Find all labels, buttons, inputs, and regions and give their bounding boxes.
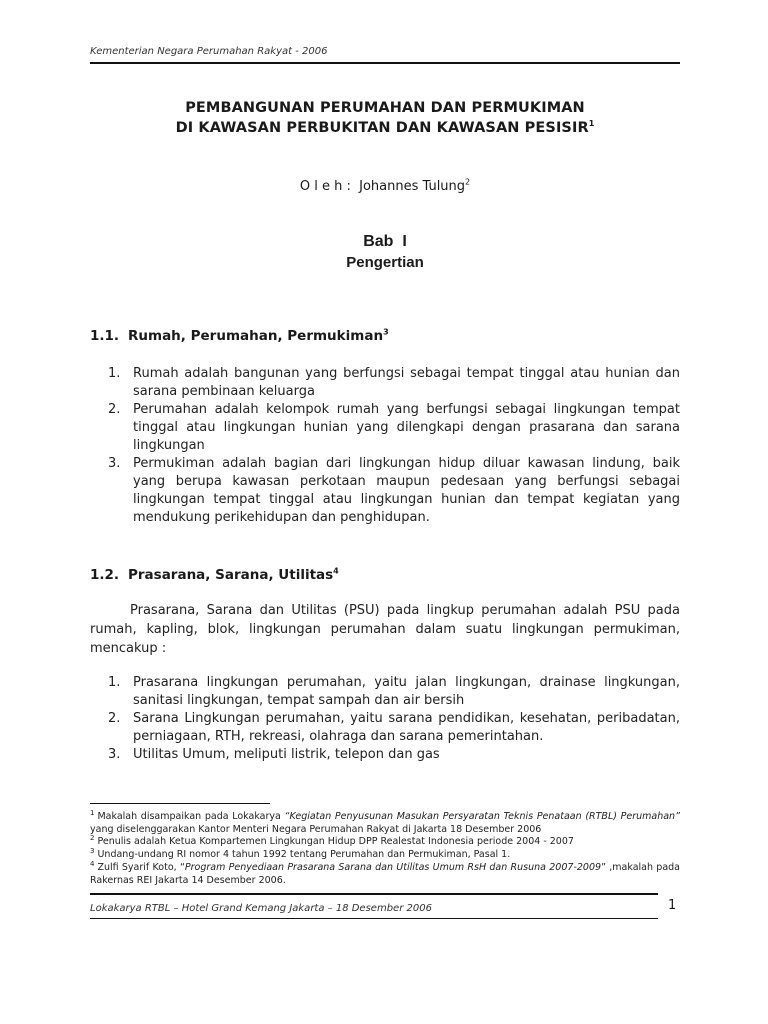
author-line: O l e h : Johannes Tulung$^2$ bbox=[299, 177, 471, 194]
section-heading-1-2 bbox=[90, 567, 339, 583]
section-number: 1.2. bbox=[90, 567, 120, 583]
section-number: 1.1. bbox=[90, 328, 120, 344]
section-title: Prasarana, Sarana, Utilitas bbox=[128, 567, 334, 583]
document-title-line2: DI KAWASAN PERBUKITAN DAN KAWASAN PESISIR$^1$ bbox=[175, 119, 595, 136]
footnote-2: $^2$ Penulis adalah Ketua Kompartemen Lingkungan Hidup DPP Realestat Indonesia periode 2004 - 2007 bbox=[90, 833, 574, 847]
document-title-line1: PEMBANGUNAN PERUMAHAN DAN PERMUKIMAN bbox=[185, 100, 585, 116]
footnote-1: $^1$ Makalah disampaikan pada Lokakarya “Kegiatan Penyusunan Masukan Persyaratan Teknis Penataan (RTBL) Perumahan” yang diselenggarakan Kantor Menteri Negara Perumahan Rakyat di Jakarta 18 Desember 2006 bbox=[90, 808, 680, 835]
list-item: 2. Perumahan adalah kelompok rumah yang berfungsi sebagai lingkungan tempat tinggal atau lingkungan hunian yang dilengkapi dengan prasarana dan sarana lingkungan bbox=[108, 402, 680, 453]
body-paragraph: Prasarana, Sarana dan Utilitas (PSU) pada lingkup perumahan adalah PSU pada rumah, kapling, blok, lingkungan perumahan dalam suatu lingkungan permukiman, mencakup : bbox=[90, 603, 680, 656]
section-heading-1-1 bbox=[90, 328, 389, 344]
section-title: Rumah, Perumahan, Permukiman bbox=[128, 328, 384, 344]
list-item: 1. Prasarana lingkungan perumahan, yaitu jalan lingkungan, drainase lingkungan, sanitasi lingkungan, tempat sampah dan air bersih bbox=[108, 675, 680, 708]
definition-list bbox=[108, 365, 680, 527]
header-rule bbox=[90, 62, 680, 64]
footnote-ref: 2 bbox=[465, 177, 471, 187]
footnote-ref: 1 bbox=[588, 119, 595, 129]
list-item: 3. Utilitas Umum, meliputi listrik, telepon dan gas bbox=[108, 747, 440, 762]
list-item: 3. Permukiman adalah bagian dari lingkungan hidup diluar kawasan lindung, baik yang berupa kawasan perkotaan maupun pedesaan yang berfungsi sebagai lingkungan tempat tinggal atau lingkungan hunian dan tempat kegiatan yang mendukung perikehidupan dan penghidupan. bbox=[108, 456, 680, 525]
list-item: 1. Rumah adalah bangunan yang berfungsi sebagai tempat tinggal atau hunian dan sarana pembinaan keluarga bbox=[108, 366, 680, 399]
footer-bottom-rule bbox=[90, 918, 658, 919]
chapter-title: Pengertian bbox=[346, 254, 424, 271]
footnote-ref: 3 bbox=[383, 327, 389, 337]
list-item: 2. Sarana Lingkungan perumahan, yaitu sarana pendidikan, kesehatan, peribadatan, perniagaan, RTH, rekreasi, olahraga dan sarana pemerintahan. bbox=[108, 711, 680, 744]
page-number: 1 bbox=[668, 898, 677, 913]
footnote-separator bbox=[90, 803, 270, 804]
psu-list bbox=[108, 674, 680, 764]
running-header: Kementerian Negara Perumahan Rakyat - 2006 bbox=[90, 46, 328, 57]
footnote-3: $^3$ Undang-undang RI nomor 4 tahun 1992 tentang Perumahan dan Permukiman, Pasal 1. bbox=[90, 846, 511, 860]
chapter-label: Bab I bbox=[363, 233, 407, 250]
footnote-4: $^4$ Zulfi Syarif Koto, “Program Penyediaan Prasarana Sarana dan Utilitas Umum RsH dan Rusuna 2007-2009” ,makalah pada Rakernas REI Jakarta 14 Desember 2006. bbox=[90, 859, 680, 886]
footer-rule bbox=[90, 893, 658, 895]
running-footer: Lokakarya RTBL – Hotel Grand Kemang Jakarta – 18 Desember 2006 bbox=[90, 903, 432, 914]
footnote-ref: 4 bbox=[333, 566, 339, 576]
